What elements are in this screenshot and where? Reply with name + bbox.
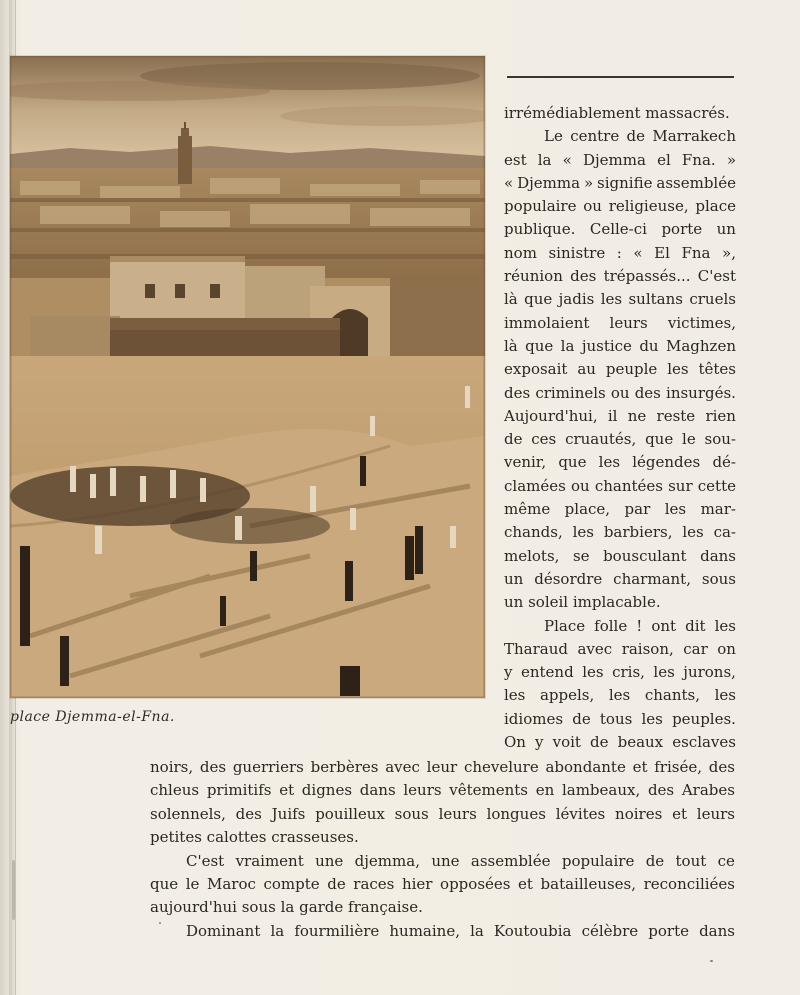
text-line: aujourd'hui sous la garde française. — [150, 898, 423, 917]
text-line: Aujourd'hui, il ne reste rien — [504, 406, 736, 425]
paper-speck — [159, 922, 161, 924]
text-line: un désordre charmant, sous — [504, 569, 736, 588]
binding-stitch — [12, 860, 15, 920]
text-line: là que jadis les sultans cruels — [504, 290, 736, 309]
right-column-text — [504, 102, 736, 754]
photo-djemma-el-fna — [10, 56, 485, 698]
bottom-text-block — [150, 756, 735, 943]
header-rule — [507, 76, 734, 78]
text-line: noirs, des guerriers berbères avec leur chevelure abondante et frisée, des — [150, 758, 735, 776]
text-line: nom sinistre : « El Fna », — [504, 243, 736, 262]
text-line: idiomes de tous les peuples. — [504, 709, 736, 728]
text-line: clamées ou chantées sur cette — [504, 476, 736, 495]
text-line: là que la justice du Maghzen — [504, 336, 736, 355]
text-line: chleus primitifs et dignes dans leurs vêtements en lambeaux, des Arabes — [150, 781, 735, 800]
text-line: chands, les barbiers, les ca- — [504, 523, 736, 542]
text-line: solennels, des Juifs pouilleux sous leurs longues lévites noires et leurs — [150, 804, 735, 823]
text-line: « Djemma » signifie assemblée — [504, 173, 736, 192]
text-line: même place, par les mar- — [504, 500, 736, 519]
text-line: petites calottes crasseuses. — [150, 828, 359, 847]
text-line: exposait au peuple les têtes — [504, 360, 736, 379]
text-line: populaire ou religieuse, place — [504, 197, 736, 216]
text-line: C'est vraiment une djemma, une assemblée populaire de tout ce — [186, 851, 735, 870]
text-line: est la « Djemma el Fna. » — [504, 150, 736, 169]
text-line: que le Maroc compte de races hier opposées et batailleuses, reconciliées — [150, 874, 735, 893]
text-line: irrémédiablement massacrés. — [504, 104, 730, 122]
text-line: publique. Celle-ci porte un — [504, 220, 736, 239]
text-line: les appels, les chants, les — [504, 686, 736, 705]
text-line: des criminels ou des insurgés. — [504, 383, 736, 402]
text-line: immolaient leurs victimes, — [504, 313, 736, 332]
text-line: un soleil implacable. — [504, 593, 661, 612]
text-line: y entend les cris, les jurons, — [504, 663, 736, 682]
text-line: Le centre de Marrakech — [544, 127, 736, 146]
paper-speck — [710, 960, 713, 962]
text-line: Place folle ! ont dit les — [544, 616, 736, 635]
text-line: On y voit de beaux esclaves — [504, 733, 736, 752]
text-line: melots, se bousculant dans — [504, 546, 736, 565]
text-line: de ces cruautés, que le sou- — [504, 430, 736, 449]
text-line: venir, que les légendes dé- — [504, 453, 736, 472]
text-line: Dominant la fourmilière humaine, la Koutoubia célèbre porte dans — [186, 921, 735, 940]
text-line: réunion des trépassés... C'est — [504, 267, 736, 286]
photo-caption: place Djemma-el-Fna. — [10, 709, 175, 725]
text-line: Tharaud avec raison, car on — [504, 639, 736, 658]
